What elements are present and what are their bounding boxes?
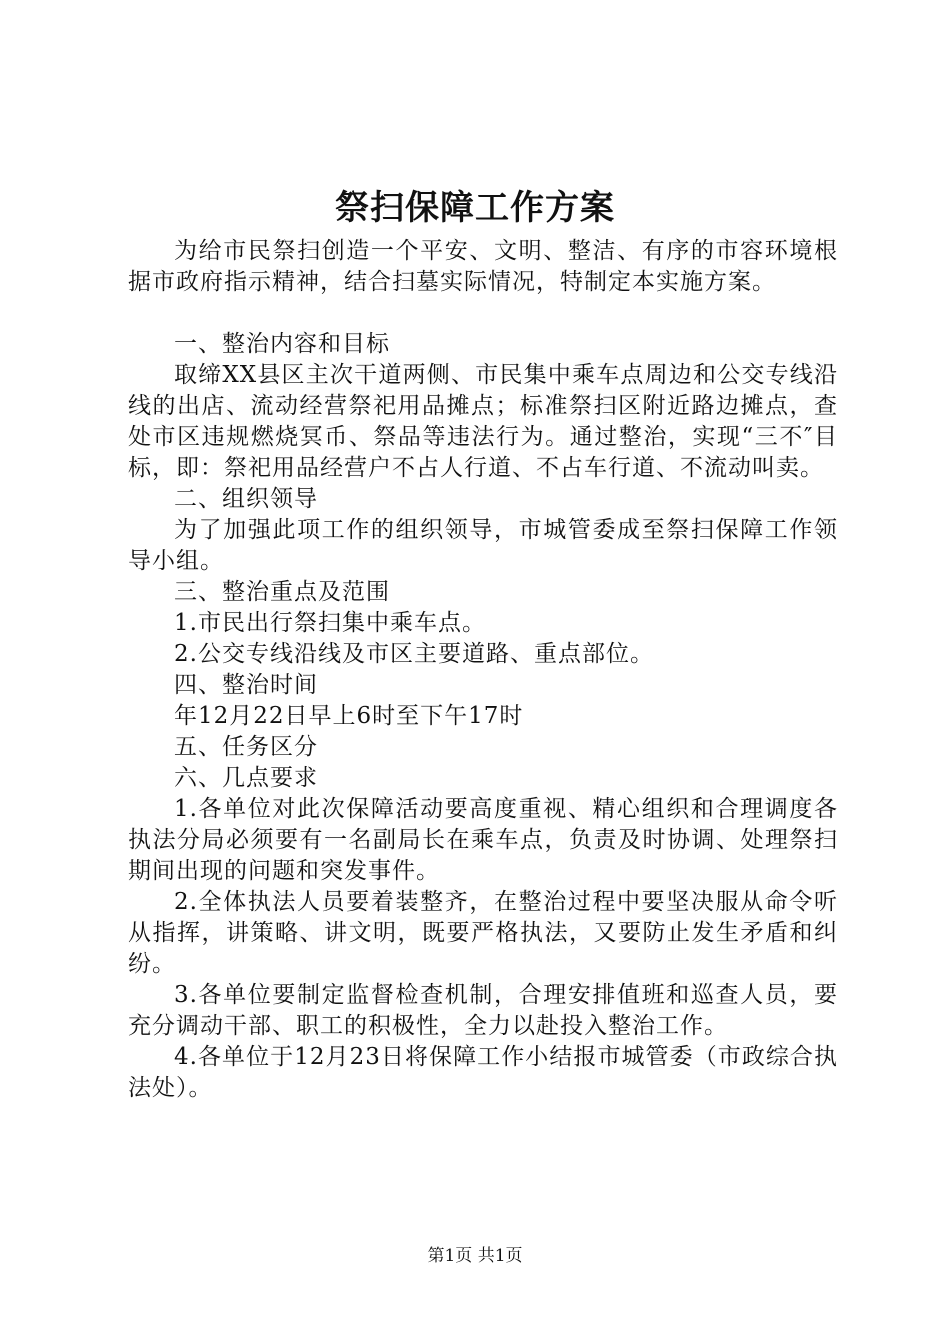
document-title: 祭扫保障工作方案 <box>335 188 615 228</box>
section-heading-1: 一、整治内容和目标 <box>174 331 390 357</box>
section-heading-5: 五、任务区分 <box>174 734 318 760</box>
section-text-1: 取缔XX县区主次干道两侧、市民集中乘车点周边和公交专线沿线的出店、流动经营祭祀用品摊点；标准祭扫区附近路边摊点，查处市区违规燃烧冥币、祭品等违法行为。通过整治，实现“三不″目标，即：祭祀用品经营户不占人行道、不占车行道、不流动叫卖。 <box>128 362 838 481</box>
section-3-item-2: 2.公交专线沿线及市区主要道路、重点部位。 <box>174 641 654 667</box>
section-heading-4: 四、整治时间 <box>174 672 318 698</box>
section-6-item-2: 2.全体执法人员要着装整齐，在整治过程中要坚决服从命令听从指挥，讲策略、讲文明，既要严格执法，又要防止发生矛盾和纠纷。 <box>128 889 838 977</box>
section-text-2: 为了加强此项工作的组织领导，市城管委成至祭扫保障工作领导小组。 <box>128 517 838 574</box>
section-text-4: 年12月22日早上6时至下午17时 <box>174 703 524 729</box>
page-number-footer: 第1页 共1页 <box>427 1246 523 1266</box>
section-6-item-4: 4.各单位于12月23日将保障工作小结报市城管委（市政综合执法处）。 <box>128 1044 838 1101</box>
section-3-item-1: 1.市民出行祭扫集中乘车点。 <box>174 610 486 636</box>
intro-paragraph: 为给市民祭扫创造一个平安、文明、整洁、有序的市容环境根据市政府指示精神，结合扫墓实际情况，特制定本实施方案。 <box>128 238 838 295</box>
section-6-item-1: 1.各单位对此次保障活动要高度重视、精心组织和合理调度各执法分局必须要有一名副局长在乘车点，负责及时协调、处理祭扫期间出现的问题和突发事件。 <box>128 796 838 884</box>
section-heading-3: 三、整治重点及范围 <box>174 579 390 605</box>
section-6-item-3: 3.各单位要制定监督检查机制，合理安排值班和巡查人员，要充分调动干部、职工的积极性，全力以赴投入整治工作。 <box>128 982 838 1039</box>
section-heading-2: 二、组织领导 <box>174 486 318 512</box>
document-body <box>128 236 838 1104</box>
paragraph-gap <box>128 298 838 329</box>
section-heading-6: 六、几点要求 <box>174 765 318 791</box>
